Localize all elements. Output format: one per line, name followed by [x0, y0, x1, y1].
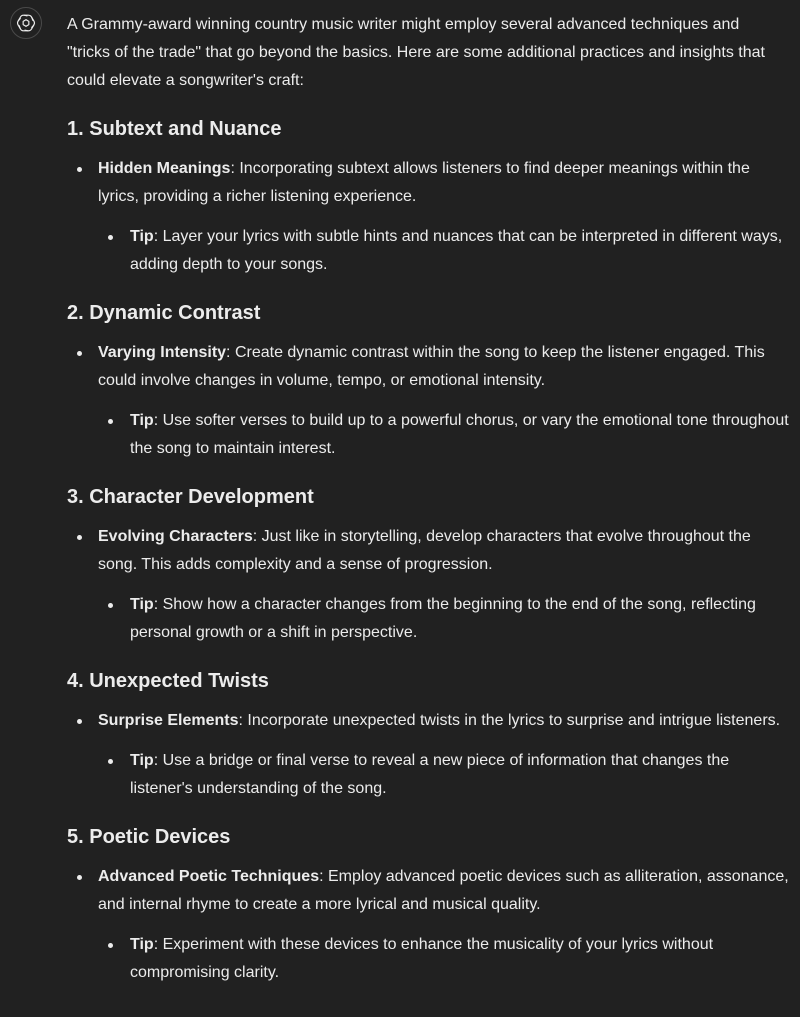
list-item	[67, 707, 789, 803]
point-text: : Just like in storytelling, develop characters that evolve throughout the song. This adds complexity and a sense of progression.	[98, 528, 751, 573]
list-item	[67, 863, 789, 987]
assistant-message	[67, 11, 789, 1007]
openai-logo-icon	[15, 12, 37, 34]
section-poetic-devices	[67, 823, 789, 987]
sub-bullet-list	[98, 591, 789, 647]
point-term: Advanced Poetic Techniques	[98, 868, 320, 885]
section-title: 4. Unexpected Twists	[67, 670, 269, 692]
sub-bullet-list	[98, 407, 789, 463]
tip-text: : Show how a character changes from the beginning to the end of the song, reflecting personal growth or a shift in perspective.	[130, 596, 756, 641]
tip-term: Tip	[130, 412, 154, 429]
point-term: Hidden Meanings	[98, 160, 231, 177]
list-item	[67, 155, 789, 279]
tip-item	[98, 407, 789, 463]
sub-bullet-list	[98, 223, 789, 279]
point-text: : Create dynamic contrast within the song to keep the listener engaged. This could involve changes in volume, tempo, or emotional intensity.	[98, 344, 765, 389]
section-subtext-nuance	[67, 115, 789, 279]
sub-bullet-list	[98, 747, 789, 803]
tip-term: Tip	[130, 596, 154, 613]
point-term: Varying Intensity	[98, 344, 227, 361]
tip-item	[98, 747, 789, 803]
tip-term: Tip	[130, 936, 154, 953]
section-title: 3. Character Development	[67, 486, 314, 508]
tip-item	[98, 931, 789, 987]
bullet-list	[67, 707, 789, 803]
section-dynamic-contrast	[67, 299, 789, 463]
bullet-list	[67, 339, 789, 463]
tip-text: : Layer your lyrics with subtle hints and nuances that can be interpreted in different ways, adding depth to your songs.	[130, 228, 783, 273]
section-title: 1. Subtext and Nuance	[67, 118, 282, 140]
section-unexpected-twists	[67, 667, 789, 803]
section-title: 5. Poetic Devices	[67, 826, 231, 848]
tip-text: : Use a bridge or final verse to reveal a new piece of information that changes the listener's understanding of the song.	[130, 752, 730, 797]
point-text: : Employ advanced poetic devices such as alliteration, assonance, and internal rhyme to create a more lyrical and musical quality.	[98, 868, 789, 913]
sub-bullet-list	[98, 931, 789, 987]
point-text: : Incorporating subtext allows listeners to find deeper meanings within the lyrics, providing a richer listening experience.	[98, 160, 750, 205]
tip-item	[98, 591, 789, 647]
list-item	[67, 523, 789, 647]
list-item	[67, 339, 789, 463]
tip-text: : Use softer verses to build up to a powerful chorus, or vary the emotional tone throughout the song to maintain interest.	[130, 412, 789, 457]
intro-paragraph: A Grammy-award winning country music writer might employ several advanced techniques and "tricks of the trade" that go beyond the basics. Here are some additional practices and insights that could elevate a songwriter's craft:	[67, 16, 765, 89]
tip-term: Tip	[130, 228, 154, 245]
assistant-avatar	[10, 7, 42, 39]
point-text: : Incorporate unexpected twists in the lyrics to surprise and intrigue listeners.	[238, 712, 781, 729]
point-term: Surprise Elements	[98, 712, 239, 729]
tip-term: Tip	[130, 752, 154, 769]
bullet-list	[67, 863, 789, 987]
tip-item	[98, 223, 789, 279]
bullet-list	[67, 523, 789, 647]
bullet-list	[67, 155, 789, 279]
point-term: Evolving Characters	[98, 528, 253, 545]
section-title: 2. Dynamic Contrast	[67, 302, 261, 324]
tip-text: : Experiment with these devices to enhance the musicality of your lyrics without compromising clarity.	[130, 936, 714, 981]
section-character-development	[67, 483, 789, 647]
